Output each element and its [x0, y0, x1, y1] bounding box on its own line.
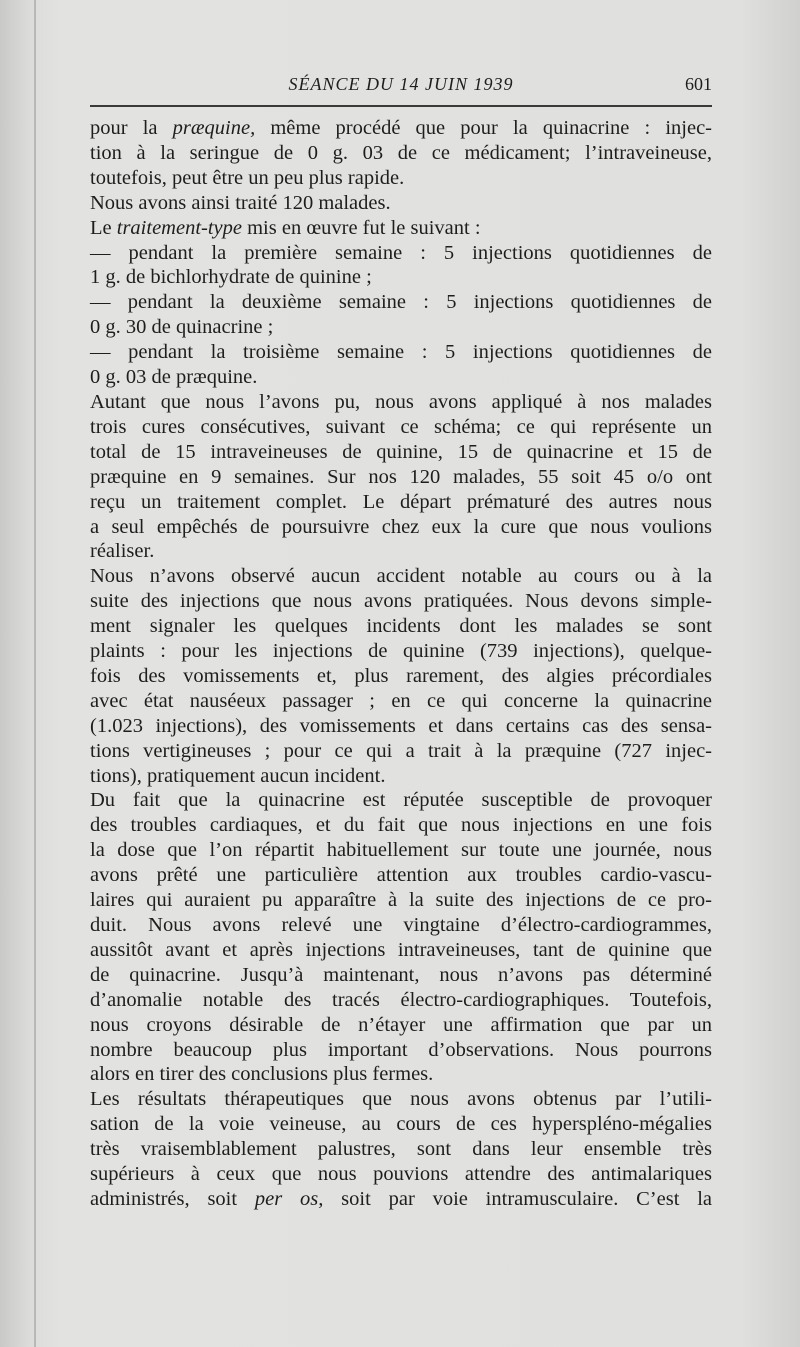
text-line	[90, 988, 712, 1013]
text-line	[90, 813, 712, 838]
text-run: tion à la seringue de 0 g. 03 de ce médicament; l’intraveineuse,	[90, 141, 712, 164]
text-run: fois des vomissements et, plus rarement, des algies précordiales	[90, 664, 712, 687]
text-line	[90, 1137, 712, 1162]
text-line	[90, 888, 712, 913]
text-run: supérieurs à ceux que nous pouvions attendre des antimalariques	[90, 1163, 712, 1186]
text-run: administrés, soit	[90, 1187, 255, 1210]
text-line	[90, 863, 712, 888]
text-run: de quinacrine. Jusqu’à maintenant, nous n’avons pas déterminé	[90, 963, 712, 986]
text-run: — pendant la deuxième semaine : 5 injections quotidiennes de	[90, 291, 712, 314]
text-run: (1.023 injections), des vomissements et dans certains cas des sensa-	[90, 714, 712, 737]
text-line	[90, 515, 712, 540]
text-line	[90, 1062, 712, 1087]
text-run: — pendant la première semaine : 5 injections quotidiennes de	[90, 241, 712, 264]
page-number: 601	[685, 74, 712, 94]
text-run: réaliser.	[90, 540, 155, 563]
page-header	[90, 74, 712, 104]
text-line	[90, 191, 712, 216]
text-run: nombre beaucoup plus important d’observations. Nous pourrons	[90, 1038, 712, 1061]
text-run: præquine en 9 semaines. Sur nos 120 malades, 55 soit 45 o/o ont	[90, 465, 712, 488]
text-run: ment signaler les quelques incidents dont les malades se sont	[90, 615, 712, 638]
text-line	[90, 788, 712, 813]
text-run: Le	[90, 216, 117, 239]
text-line	[90, 764, 712, 789]
text-run: pour la	[90, 117, 173, 139]
text-line	[90, 440, 712, 465]
header-rule	[90, 105, 712, 107]
text-line	[90, 1087, 712, 1112]
text-run: plaints : pour les injections de quinine (739 injections), quelque-	[90, 640, 712, 663]
text-run: duit. Nous avons relevé une vingtaine d’électro-cardiogrammes,	[90, 914, 712, 936]
text-run: mis en œuvre fut le suivant :	[241, 216, 481, 239]
body-text	[90, 116, 712, 1212]
text-line	[90, 1013, 712, 1038]
text-run: suite des injections que nous avons pratiquées. Nous devons simple-	[90, 590, 712, 613]
text-line	[90, 241, 712, 266]
text-run: même procédé que pour la quinacrine : injec-	[255, 117, 712, 139]
text-line	[90, 963, 712, 988]
text-line	[90, 490, 712, 515]
text-run: Du fait que la quinacrine est réputée susceptible de provoquer	[90, 789, 712, 812]
text-line	[90, 390, 712, 415]
text-run: nous croyons désirable de n’étayer une affirmation que par un	[90, 1013, 712, 1036]
text-line	[90, 938, 712, 963]
text-line	[90, 639, 712, 664]
text-run: des troubles cardiaques, et du fait que nous injections en une fois	[90, 814, 712, 837]
text-line	[90, 913, 712, 938]
text-run: tions), pratiquement aucun incident.	[90, 764, 386, 787]
text-run: 0 g. 03 de præquine.	[90, 366, 258, 389]
text-run: laires qui auraient pu apparaître à la suite des injections de ce pro-	[90, 889, 712, 912]
text-run: 1 g. de bichlorhydrate de quinine ;	[90, 266, 372, 289]
text-run: sation de la voie veineuse, au cours de ces hyperspléno-mégalies	[90, 1113, 712, 1136]
text-line	[90, 290, 712, 315]
text-run: Nous avons ainsi traité 120 malades.	[90, 191, 391, 214]
text-line	[90, 116, 712, 141]
text-run: tions vertigineuses ; pour ce qui a trait à la præquine (727 injec-	[90, 739, 712, 762]
text-run: reçu un traitement complet. Le départ prématuré des autres nous	[90, 490, 712, 513]
text-line	[90, 564, 712, 589]
text-run: d’anomalie notable des tracés électro-cardiographiques. Toutefois,	[90, 988, 712, 1011]
text-line	[90, 1162, 712, 1187]
text-line	[90, 838, 712, 863]
text-run: aussitôt avant et après injections intraveineuses, tant de quinine que	[90, 938, 712, 961]
text-line	[90, 465, 712, 490]
text-run: total de 15 intraveineuses de quinine, 15 de quinacrine et 15 de	[90, 440, 712, 463]
text-run: præquine,	[172, 117, 256, 139]
text-run: avec état nauséeux passager ; en ce qui concerne la quinacrine	[90, 689, 712, 712]
text-line	[90, 614, 712, 639]
text-line	[90, 1112, 712, 1137]
text-line	[90, 714, 712, 739]
text-line	[90, 166, 712, 191]
text-line	[90, 739, 712, 764]
text-line	[90, 141, 712, 166]
text-run: très vraisemblablement palustres, sont dans leur ensemble très	[90, 1138, 712, 1161]
text-line	[90, 589, 712, 614]
text-run: 0 g. 30 de quinacrine ;	[90, 316, 274, 339]
text-run: a seul empêchés de poursuivre chez eux la cure que nous voulions	[90, 515, 712, 538]
text-run: — pendant la troisième semaine : 5 injections quotidiennes de	[90, 341, 712, 364]
text-run: traitement-type	[116, 216, 242, 239]
text-run: la dose que l’on répartit habituellement sur toute une journée, nous	[90, 839, 712, 862]
text-line	[90, 340, 712, 365]
text-line	[90, 1038, 712, 1063]
text-run: soit par voie intramusculaire. C’est la	[323, 1187, 712, 1210]
text-run: Nous n’avons observé aucun accident notable au cours ou à la	[90, 565, 712, 588]
text-line	[90, 365, 712, 390]
text-line	[90, 1187, 712, 1212]
text-line	[90, 415, 712, 440]
text-run: per os,	[254, 1187, 324, 1210]
text-run: Autant que nous l’avons pu, nous avons appliqué à nos malades	[90, 390, 712, 413]
text-run: Les résultats thérapeutiques que nous avons obtenus par l’utili-	[90, 1088, 712, 1111]
text-line	[90, 265, 712, 290]
text-run: alors en tirer des conclusions plus fermes.	[90, 1063, 434, 1086]
running-title: SÉANCE DU 14 JUIN 1939	[288, 74, 514, 94]
text-line	[90, 315, 712, 340]
text-line	[90, 216, 712, 241]
binding-gutter	[34, 0, 36, 1347]
text-run: toutefois, peut être un peu plus rapide.	[90, 166, 405, 189]
text-line	[90, 539, 712, 564]
text-line	[90, 664, 712, 689]
text-line	[90, 689, 712, 714]
text-run: trois cures consécutives, suivant ce schéma; ce qui représente un	[90, 415, 712, 438]
text-run: avons prêté une particulière attention aux troubles cardio-vascu-	[90, 864, 712, 887]
